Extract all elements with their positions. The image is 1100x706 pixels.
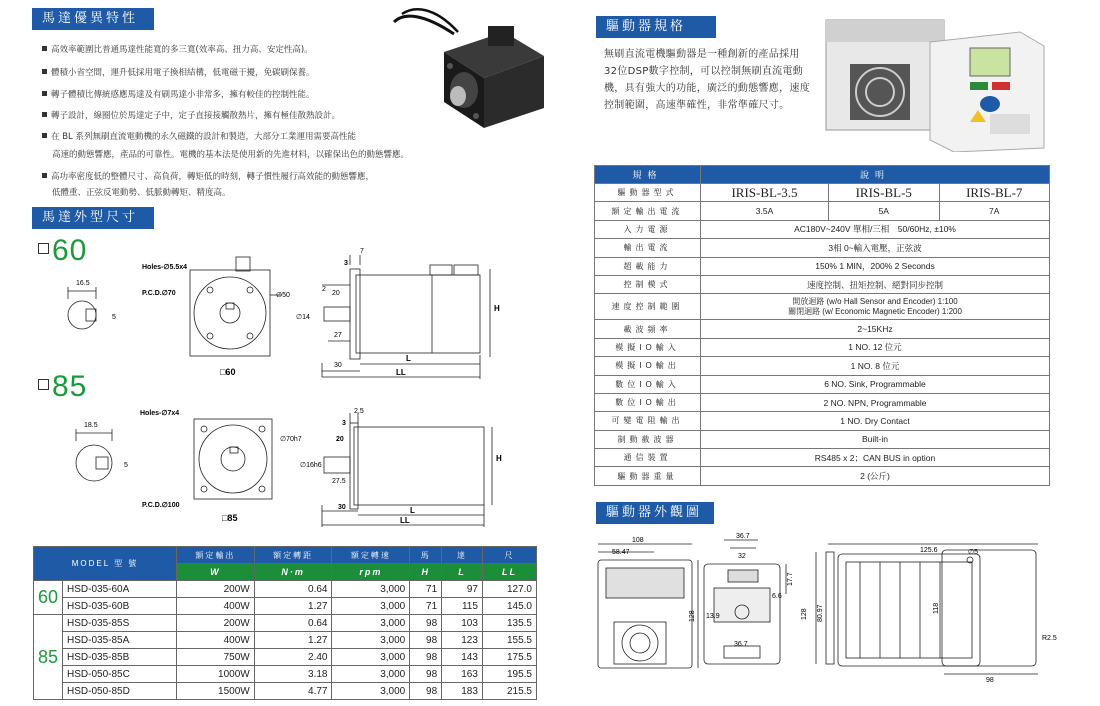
- table-row: [595, 257, 1050, 275]
- m85-n25: 2.5: [354, 408, 364, 415]
- value-cell: 143: [442, 649, 483, 666]
- dd-139: 13.9: [706, 613, 720, 620]
- th-torque: 額定轉距: [254, 547, 332, 564]
- spec-key-current: 額定輸出電流: [595, 202, 701, 220]
- spec-key: 數位IO輸入: [595, 375, 701, 393]
- table-row: [34, 598, 537, 615]
- model-cell: HSD-050-85D: [63, 683, 177, 700]
- value-cell: 127.0: [482, 581, 536, 598]
- spec-key: 載波頻率: [595, 320, 701, 338]
- th-speed: 額定轉速: [332, 547, 410, 564]
- m60-n3: 3: [344, 260, 348, 267]
- table-row: [595, 430, 1050, 448]
- spec-key: 入力電源: [595, 220, 701, 238]
- dd-8097: 80.97: [817, 604, 824, 622]
- spec-value: Built-in: [701, 430, 1050, 448]
- value-cell: 71: [410, 598, 442, 615]
- feature-bullet: 高效率範圍比普通馬達性能寬的多三寬(效率高、扭力高、安定性高)。: [42, 44, 313, 56]
- m85-n20: 20: [336, 436, 344, 443]
- m60-H: H: [494, 304, 500, 313]
- feature-bullet: 轉子設計，線圈位於馬達定子中，定子直接接觸散熱片，擁有極佳散熱設計。: [42, 110, 340, 122]
- model-cell: HSD-035-85B: [63, 649, 177, 666]
- unit-rpm: rpm: [332, 564, 410, 581]
- spec-value: 開放迴路 (w/o Hall Sensor and Encoder) 1:100 關閉迴路 (w/ Economic Magnetic Encoder) 1:200: [701, 294, 1050, 320]
- spec-value: 6 NO. Sink, Programmable: [701, 375, 1050, 393]
- model-cell: HSD-050-85C: [63, 666, 177, 683]
- dd-128a: 128: [689, 610, 696, 622]
- bullet-icon: [42, 112, 47, 117]
- spec-key: 超載能力: [595, 257, 701, 275]
- table-row: [34, 632, 537, 649]
- value-cell: 103: [442, 615, 483, 632]
- m85-n3: 3: [342, 420, 346, 427]
- motor-features-title: 馬達優異特性: [32, 8, 154, 30]
- spec-value: RS485 x 2；CAN BUS in option: [701, 449, 1050, 467]
- spec-current-2: 5A: [829, 202, 939, 220]
- value-cell: 1.27: [254, 632, 332, 649]
- model-cell: HSD-035-85A: [63, 632, 177, 649]
- value-cell: 98: [410, 615, 442, 632]
- spec-key: 通信裝置: [595, 449, 701, 467]
- feature-bullet: 低體重、正弦反電動勢、低脈動轉矩、精度高。: [52, 188, 231, 198]
- size-group-label: 60: [34, 581, 63, 615]
- table-row: [595, 320, 1050, 338]
- m60-n27: 27: [334, 332, 342, 339]
- value-cell: 163: [442, 666, 483, 683]
- value-cell: 3,000: [332, 615, 410, 632]
- spec-key: 可變電阻輸出: [595, 412, 701, 430]
- th-dim3: 尺: [482, 547, 536, 564]
- value-cell: 115: [442, 598, 483, 615]
- dd-367b: 36.7: [734, 641, 748, 648]
- dd-66: 6.6: [772, 593, 782, 600]
- value-cell: 155.5: [482, 632, 536, 649]
- m60-pcd: P.C.D.∅70: [142, 290, 176, 297]
- value-cell: 123: [442, 632, 483, 649]
- value-cell: 0.64: [254, 615, 332, 632]
- size-group-label: 85: [34, 615, 63, 700]
- spec-value: AC180V~240V 單相/三相 50/60Hz, ±10%: [701, 220, 1050, 238]
- value-cell: 3,000: [332, 666, 410, 683]
- table-row: [595, 239, 1050, 257]
- value-cell: 3,000: [332, 598, 410, 615]
- table-row: [595, 220, 1050, 238]
- table-row: [595, 275, 1050, 293]
- feature-bullet: 高速的動態響應，產品的可靠性。電機的基本法是使用新的先進材料，以確保出色的動態響應。: [52, 150, 410, 160]
- spec-value: 1 NO. 12 位元: [701, 338, 1050, 356]
- servo-motor-image: [384, 4, 554, 136]
- dd-118: 118: [933, 602, 940, 614]
- spec-value: 2~15KHz: [701, 320, 1050, 338]
- m60-n30: 30: [334, 362, 342, 369]
- motor-60-drawing: [60, 245, 520, 385]
- feature-bullet: 高功率密度低的整體尺寸、高負荷，轉矩低的時刻，轉子慣性履行高效能的動態響應，: [42, 171, 374, 183]
- unit-w: W: [176, 564, 254, 581]
- value-cell: 1.27: [254, 598, 332, 615]
- value-cell: 97: [442, 581, 483, 598]
- feature-bullet: 轉子體積比傳統感應馬達及有刷馬達小非常多，擁有較佳的控制性能。: [42, 89, 315, 101]
- m60-five: 5: [112, 314, 116, 321]
- spec-key-model: 驅動器型式: [595, 184, 701, 202]
- table-row: [595, 393, 1050, 411]
- unit-ll: LL: [482, 564, 536, 581]
- value-cell: 400W: [176, 598, 254, 615]
- model-cell: HSD-035-60A: [63, 581, 177, 598]
- m60-d14: ∅14: [296, 314, 310, 321]
- size-85-label: 85: [38, 370, 87, 404]
- value-cell: 145.0: [482, 598, 536, 615]
- spec-key: 模擬IO輸出: [595, 357, 701, 375]
- m60-n7: 7: [360, 248, 364, 255]
- th-output: 額定輸出: [176, 547, 254, 564]
- m85-n30: 30: [338, 504, 346, 511]
- spec-key: 速度控制範圍: [595, 294, 701, 320]
- value-cell: 3,000: [332, 683, 410, 700]
- dd-5: ∅5: [968, 549, 978, 556]
- spec-model-3: IRIS-BL-7: [939, 184, 1050, 202]
- value-cell: 98: [410, 649, 442, 666]
- dd-5847: 58.47: [612, 549, 630, 556]
- value-cell: 195.5: [482, 666, 536, 683]
- driver-spec-title: 驅動器規格: [596, 16, 716, 38]
- bullet-icon: [42, 46, 47, 51]
- spec-value: 速度控制、扭矩控制、絕對同步控制: [701, 275, 1050, 293]
- unit-l: L: [442, 564, 483, 581]
- driver-outline-drawing: [590, 530, 1060, 702]
- spec-value: 1 NO. Dry Contact: [701, 412, 1050, 430]
- bullet-icon: [42, 91, 47, 96]
- spec-value: 2 (公斤): [701, 467, 1050, 485]
- spec-value: 3相 0~輸入電壓，正弦波: [701, 239, 1050, 257]
- value-cell: 3,000: [332, 632, 410, 649]
- spec-value: 2 NO. NPN, Programmable: [701, 393, 1050, 411]
- value-cell: 3,000: [332, 649, 410, 666]
- model-cell: HSD-035-60B: [63, 598, 177, 615]
- motor-dims-title: 馬達外型尺寸: [32, 207, 154, 229]
- table-row: [34, 683, 537, 700]
- m60-L: L: [406, 354, 411, 363]
- value-cell: 750W: [176, 649, 254, 666]
- spec-current-3: 7A: [939, 202, 1050, 220]
- value-cell: 1000W: [176, 666, 254, 683]
- m60-sq: □60: [220, 367, 236, 377]
- motor-model-table: [33, 546, 537, 700]
- value-cell: 2.40: [254, 649, 332, 666]
- value-cell: 215.5: [482, 683, 536, 700]
- spec-current-1: 3.5A: [701, 202, 829, 220]
- m85-holes: Holes-∅7x4: [140, 410, 180, 417]
- dd-367: 36.7: [736, 533, 750, 540]
- th-model: MODEL 型 號: [34, 547, 177, 581]
- spec-key: 控制模式: [595, 275, 701, 293]
- m85-w18: 18.5: [84, 422, 98, 429]
- spec-key: 制動截波器: [595, 430, 701, 448]
- unit-nm: N·m: [254, 564, 332, 581]
- spec-model-1: IRIS-BL-3.5: [701, 184, 829, 202]
- dd-128c: 128: [801, 608, 808, 620]
- m85-d16: ∅16h6: [300, 462, 322, 469]
- m85-H: H: [496, 454, 502, 463]
- value-cell: 200W: [176, 581, 254, 598]
- dd-r25: R2.5: [1042, 635, 1057, 642]
- value-cell: 200W: [176, 615, 254, 632]
- m85-five: 5: [124, 462, 128, 469]
- value-cell: 0.64: [254, 581, 332, 598]
- driver-product-image: [820, 12, 1050, 152]
- dd-1256: 125.6: [920, 547, 938, 554]
- bullet-icon: [42, 173, 47, 178]
- m60-w16: 16.5: [76, 280, 90, 287]
- value-cell: 175.5: [482, 649, 536, 666]
- spec-key: 模擬IO輸入: [595, 338, 701, 356]
- bullet-icon: [42, 133, 47, 138]
- driver-intro: 無刷直流電機驅動器是一種創新的產品採用32位DSP數字控制，可以控制無刷直流電動機，具有強大的功能，廣泛的動態響應，速度控制範圍，高速準確性，非常準確尺寸。: [604, 49, 810, 111]
- spec-key: 輸出電流: [595, 239, 701, 257]
- spec-value: 1 NO. 8 位元: [701, 357, 1050, 375]
- m60-holes: Holes-∅5.5x4: [142, 264, 188, 271]
- feature-bullet: 體積小省空間，運升低採用電子換相結構，低電磁干擾，免碳刷保養。: [42, 67, 315, 79]
- m85-sq: □85: [222, 513, 238, 523]
- unit-h: H: [410, 564, 442, 581]
- value-cell: 135.5: [482, 615, 536, 632]
- spec-key: 數位IO輸出: [595, 393, 701, 411]
- value-cell: 98: [410, 683, 442, 700]
- driver-dims-title: 驅動器外觀圖: [596, 502, 714, 524]
- dd-108: 108: [632, 537, 644, 544]
- th-dim1: 馬: [410, 547, 442, 564]
- m85-LL: LL: [400, 516, 410, 525]
- dd-98: 98: [986, 677, 994, 684]
- m85-d70: ∅70h7: [280, 436, 302, 443]
- value-cell: 98: [410, 666, 442, 683]
- m60-LL: LL: [396, 368, 406, 377]
- table-row: [595, 294, 1050, 320]
- value-cell: 183: [442, 683, 483, 700]
- m85-n275: 27.5: [332, 478, 346, 485]
- spec-model-2: IRIS-BL-5: [829, 184, 939, 202]
- table-row: [595, 357, 1050, 375]
- table-row: [595, 412, 1050, 430]
- model-cell: HSD-035-85S: [63, 615, 177, 632]
- value-cell: 71: [410, 581, 442, 598]
- th-dim2: 達: [442, 547, 483, 564]
- value-cell: 1500W: [176, 683, 254, 700]
- m85-L: L: [410, 506, 415, 515]
- m60-n20: 20: [332, 290, 340, 297]
- m60-d50: ∅50: [276, 292, 290, 299]
- th-spec: 規格: [595, 166, 701, 184]
- value-cell: 98: [410, 632, 442, 649]
- driver-spec-table: [594, 165, 1050, 486]
- motor-85-drawing: [60, 405, 520, 533]
- table-row: [595, 449, 1050, 467]
- table-row: [595, 375, 1050, 393]
- table-row: [34, 666, 537, 683]
- spec-value: 150% 1 MIN，200% 2 Seconds: [701, 257, 1050, 275]
- table-row: [34, 581, 537, 598]
- spec-key: 驅動器重量: [595, 467, 701, 485]
- table-row: [595, 467, 1050, 485]
- m60-n2: 2: [322, 286, 326, 293]
- value-cell: 4.77: [254, 683, 332, 700]
- value-cell: 400W: [176, 632, 254, 649]
- table-row: [34, 615, 537, 632]
- table-row: [595, 338, 1050, 356]
- th-desc: 說明: [701, 166, 1050, 184]
- feature-bullet: 在 BL 系列無刷直流電動機的永久磁鐵的設計和製造，大部分工業運用需要高性能: [42, 131, 356, 143]
- bullet-icon: [42, 69, 47, 74]
- dd-32: 32: [738, 553, 746, 560]
- table-row: [34, 649, 537, 666]
- size-60-label: 60: [38, 234, 87, 268]
- m85-pcd: P.C.D.∅100: [142, 502, 180, 509]
- value-cell: 3.18: [254, 666, 332, 683]
- value-cell: 3,000: [332, 581, 410, 598]
- dd-177: 17.7: [787, 572, 794, 586]
